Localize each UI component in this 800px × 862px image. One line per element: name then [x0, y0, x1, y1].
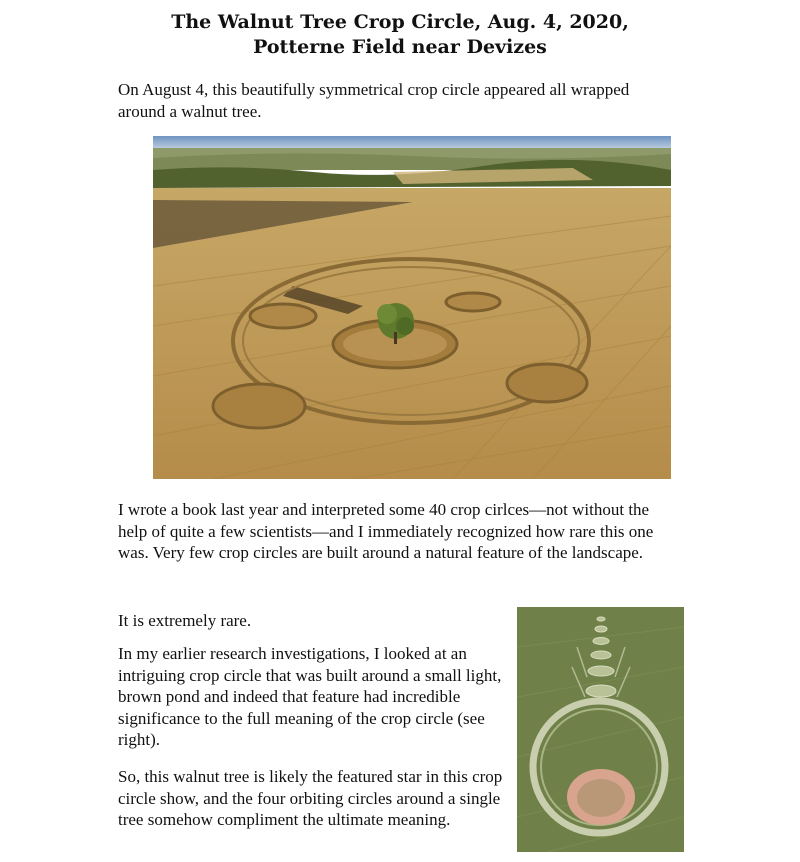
research-paragraph: In my earlier research investigations, I looked at an intriguing crop circle that was built around a small light, brown pond and indeed that feature had incredible significance to the full meaning of the crop circle (see right). — [118, 644, 502, 749]
pond-crop-circle-photo — [517, 607, 684, 852]
book-paragraph: I wrote a book last year and interpreted some 40 crop cirlces—not without the help of quite a few scientists—and I immediately recognized how rare this one was. Very few crop circles are built around a natural feature of the landscape. — [118, 500, 654, 562]
page-title — [0, 10, 800, 60]
title-line-2: Potterne Field near Devizes — [253, 36, 547, 58]
intro-paragraph: On August 4, this beautifully symmetrical crop circle appeared all wrapped around a walnut tree. — [118, 80, 630, 121]
rare-paragraph: It is extremely rare. — [118, 611, 252, 630]
walnut-tree-crop-circle-photo — [153, 136, 671, 479]
title-line-1: The Walnut Tree Crop Circle, Aug. 4, 2020, — [171, 11, 629, 33]
tree-paragraph: So, this walnut tree is likely the featured star in this crop circle show, and the four orbiting circles around a single tree somehow compliment the ultimate meaning. — [118, 767, 503, 829]
